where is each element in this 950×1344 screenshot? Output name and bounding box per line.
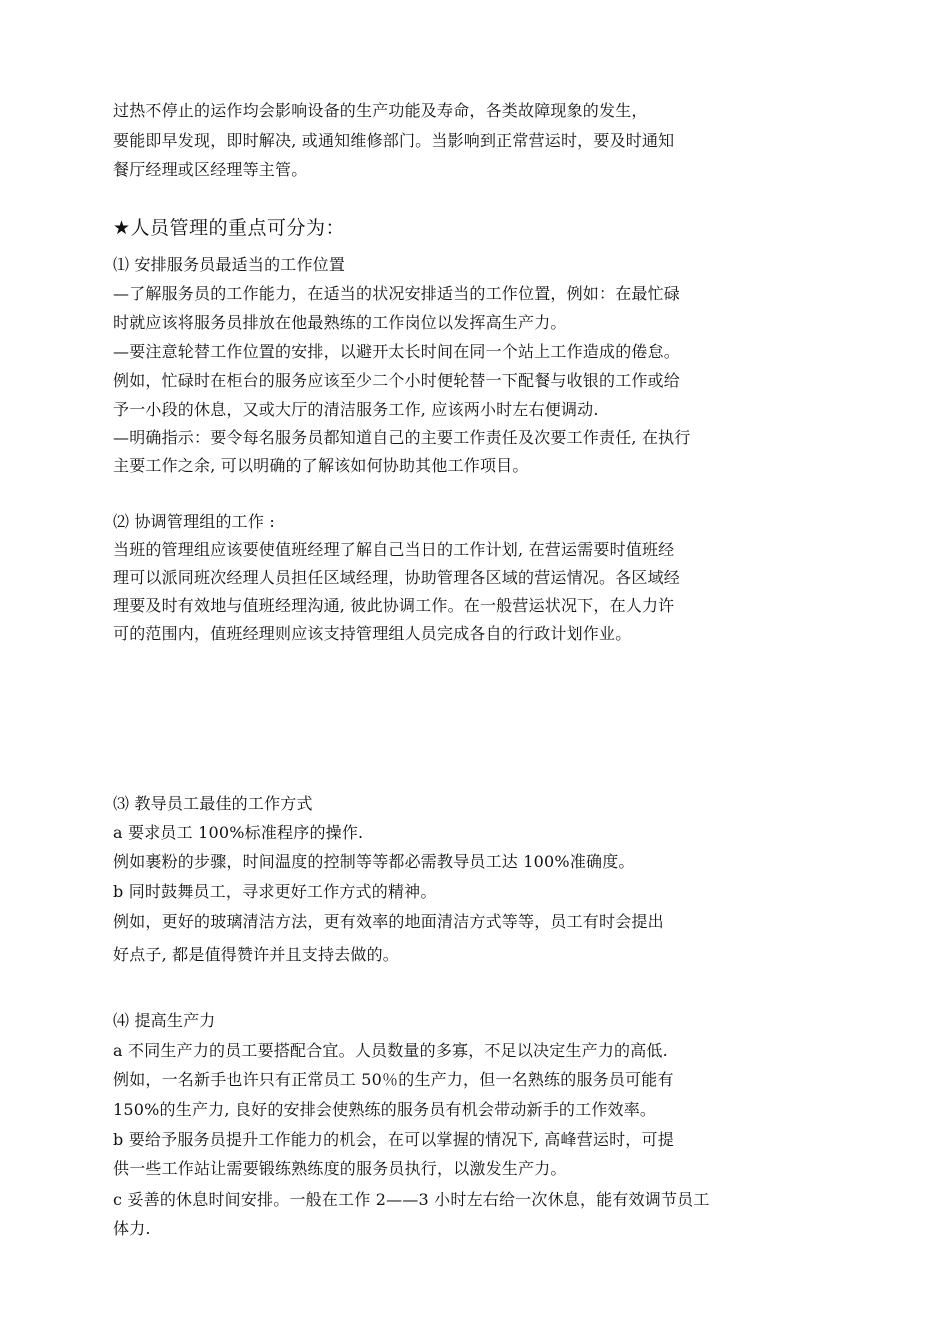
section2-line: 理要及时有效地与值班经理沟通, 彼此协调工作。在一般营运状况下，在人力许 <box>113 596 675 615</box>
section4-line: 例如，一名新手也许只有正常员工 50％的生产力，但一名熟练的服务员可能有 <box>113 1070 674 1089</box>
intro-line: 餐厅经理或区经理等主管。 <box>113 160 308 179</box>
section3-line: 好点子, 都是值得赞许并且支持去做的。 <box>113 945 399 964</box>
section1-line: —明确指示：要令每名服务员都知道自己的主要工作责任及次要工作责任, 在执行 <box>113 428 691 447</box>
section1-line: —要注意轮替工作位置的安排，以避开太长时间在同一个站上工作造成的倦怠。 <box>113 342 681 361</box>
section4-title: ⑷ 提高生产力 <box>113 1011 216 1030</box>
section4-line: 体力. <box>113 1219 151 1238</box>
section4-line: a 不同生产力的员工要搭配合宜。人员数量的多寡，不足以决定生产力的高低. <box>113 1041 668 1060</box>
intro-line: 过热不停止的运作均会影响设备的生产功能及寿命，各类故障现象的发生， <box>113 101 648 120</box>
section-heading: ★人员管理的重点可分为： <box>113 217 346 239</box>
section2-line: 可的范围内，值班经理则应该支持管理组人员完成各自的行政计划作业。 <box>113 624 632 643</box>
section2-line: 理可以派同班次经理人员担任区域经理，协助管理各区域的营运情况。各区域经 <box>113 568 681 587</box>
section3-line: b 同时鼓舞员工，寻求更好工作方式的精神。 <box>113 882 437 901</box>
section1-line: 主要工作之余, 可以明确的了解该如何协助其他工作项目。 <box>113 456 529 475</box>
section4-line: c 妥善的休息时间安排。一般在工作 2——3 小时左右给一次休息，能有效调节员工 <box>113 1190 710 1209</box>
section1-line: —了解服务员的工作能力，在适当的状况安排适当的工作位置，例如：在最忙碌 <box>113 284 681 303</box>
section3-line: 例如裹粉的步骤，时间温度的控制等等都必需教导员工达 100%准确度。 <box>113 852 635 871</box>
section2-line: 当班的管理组应该要使值班经理了解自己当日的工作计划, 在营运需要时值班经 <box>113 540 675 559</box>
intro-line: 要能即早发现，即时解决, 或通知维修部门。当影响到正常营运时，要及时通知 <box>113 131 675 150</box>
section1-line: 例如，忙碌时在柜台的服务应该至少二个小时便轮替一下配餐与收银的工作或给 <box>113 371 681 390</box>
section2-title: ⑵ 协调管理组的工作 : <box>113 512 275 531</box>
section1-line: 予一小段的休息，又或大厅的清洁服务工作, 应该两小时左右便调动. <box>113 400 599 419</box>
section4-line: 150%的生产力, 良好的安排会使熟练的服务员有机会带动新手的工作效率。 <box>113 1100 657 1119</box>
section4-line: 供一些工作站让需要锻练熟练度的服务员执行，以激发生产力。 <box>113 1159 567 1178</box>
section1-title: ⑴ 安排服务员最适当的工作位置 <box>113 255 346 274</box>
section3-line: 例如，更好的玻璃清洁方法，更有效率的地面清洁方式等等，员工有时会提出 <box>113 912 664 931</box>
section1-line: 时就应该将服务员排放在他最熟练的工作岗位以发挥高生产力。 <box>113 313 567 332</box>
section3-line: a 要求员工 100%标准程序的操作. <box>113 823 364 842</box>
section3-title: ⑶ 教导员工最佳的工作方式 <box>113 794 313 813</box>
section4-line: b 要给予服务员提升工作能力的机会，在可以掌握的情况下, 高峰营运时，可提 <box>113 1130 674 1149</box>
